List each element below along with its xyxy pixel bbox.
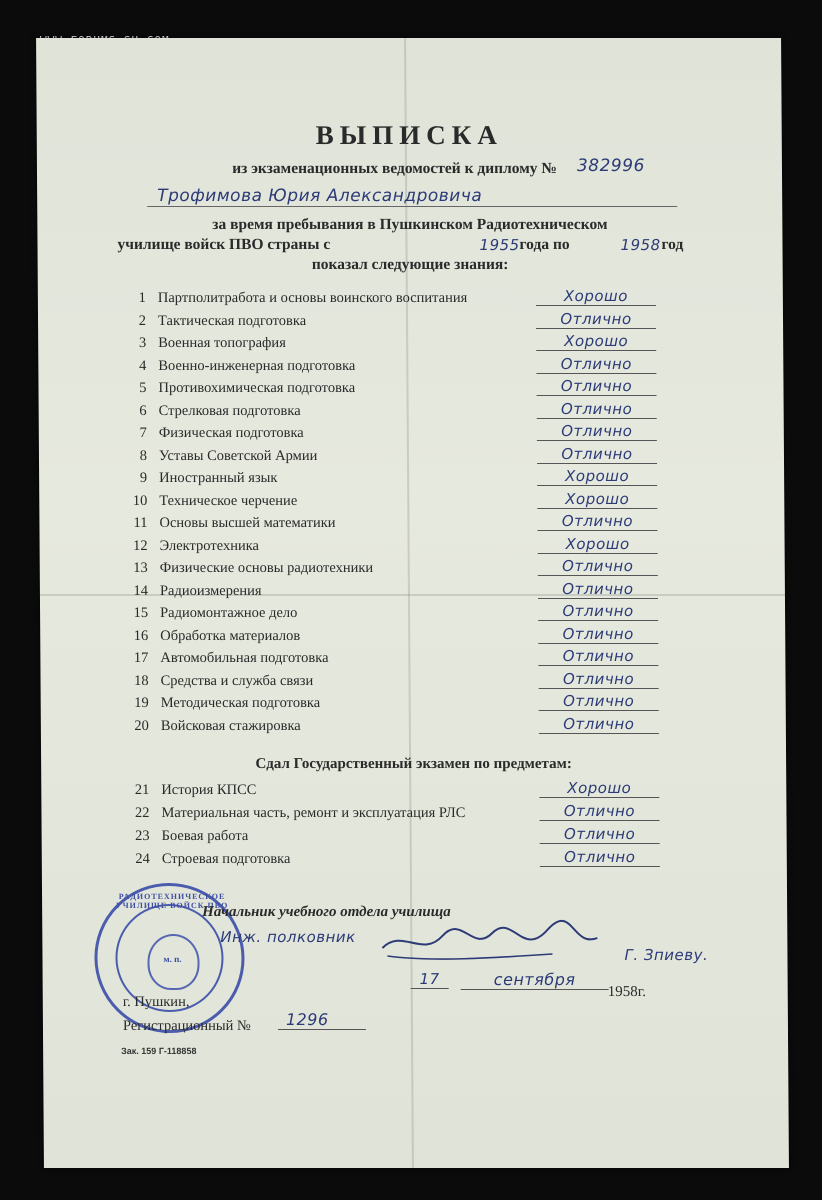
header-line-3b: года по [519, 236, 570, 253]
row-number: 24 [135, 851, 150, 867]
grade: Отлично [538, 602, 658, 621]
grade: Хорошо [537, 467, 657, 486]
signature-icon [372, 918, 602, 968]
grade: Хорошо [537, 490, 657, 509]
diploma-number: 382996 [576, 156, 645, 176]
grade: Отлично [539, 715, 659, 734]
row-number: 22 [134, 805, 150, 821]
row-number: 17 [133, 650, 149, 666]
subject-name: Радиомонтажное дело [160, 605, 298, 621]
grade: Отлично [536, 310, 656, 329]
row-number: 8 [139, 447, 148, 464]
subject-name: Военная топография [158, 335, 286, 351]
subject-name: Физическая подготовка [158, 425, 304, 441]
subject-name: Автомобильная подготовка [160, 650, 329, 666]
document-title: ВЫПИСКА [315, 120, 503, 150]
subject-name: История КПСС [161, 782, 257, 798]
document-sheet [36, 38, 789, 1168]
header-line-2: за время пребывания в Пушкинском Радиотехническом [212, 216, 608, 233]
row-number: 14 [133, 582, 148, 599]
grade: Отлично [538, 580, 658, 599]
subject-name: Радиоизмерения [159, 582, 262, 599]
registration-label: Регистрационный № [122, 1018, 251, 1034]
grade: Отлично [538, 557, 658, 576]
row-number: 3 [138, 335, 147, 351]
grade: Отлично [540, 825, 660, 844]
table-row [122, 848, 682, 873]
subject-name: Электротехника [159, 537, 259, 554]
grade: Хорошо [538, 535, 658, 554]
row-number: 16 [133, 627, 149, 644]
subject-name: Материальная часть, ремонт и эксплуатация РЛС [161, 805, 466, 821]
row-number: 1 [138, 290, 146, 306]
subject-name: Военно-инженерная подготовка [158, 357, 356, 374]
row-number: 21 [134, 782, 150, 798]
grade: Отлично [538, 670, 658, 689]
subject-name: Техническое черчение [159, 492, 298, 509]
city-label: г. Пушкин, [122, 994, 190, 1010]
stamp-ring-text: РАДИОТЕХНИЧЕСКОЕ УЧИЛИЩЕ ВОЙСК ПВО [115, 892, 229, 910]
grade: Отлично [540, 848, 660, 867]
header-line-3c: год [661, 236, 684, 253]
row-number: 19 [134, 695, 149, 711]
grade: Хорошо [536, 287, 656, 306]
row-number: 11 [133, 515, 148, 531]
grade: Отлично [538, 647, 658, 666]
chief-name: Г. Зпиеву. [624, 946, 709, 964]
subject-name: Стрелковая подготовка [158, 402, 301, 419]
subject-name: Методическая подготовка [160, 695, 321, 711]
student-name: Трофимова Юрия Александровича [147, 186, 677, 207]
subject-name: Боевая работа [161, 828, 249, 844]
year-to: 1958 [620, 236, 661, 254]
grade: Отлично [537, 512, 657, 531]
subtitle-prefix: из экзаменационных ведомостей к диплому № [232, 160, 558, 177]
table-row [122, 825, 682, 850]
header-line-3a: училище войск ПВО страны с [117, 236, 331, 253]
row-number: 18 [133, 672, 149, 689]
row-number: 15 [133, 605, 149, 621]
grade: Отлично [537, 422, 657, 441]
row-number: 23 [135, 828, 150, 844]
grade: Отлично [536, 377, 656, 396]
subject-name: Обработка материалов [160, 627, 301, 644]
subject-name: Иностранный язык [159, 470, 278, 486]
year-from: 1955 [479, 236, 520, 254]
chief-title: Начальник учебного отдела училища [202, 904, 451, 920]
state-exam-heading: Сдал Государственный экзамен по предметам: [255, 756, 572, 772]
print-order-code: Зак. 159 Г-118858 [121, 1046, 197, 1056]
grade: Отлично [537, 400, 657, 419]
row-number: 12 [133, 537, 148, 554]
row-number: 2 [138, 312, 147, 329]
grade: Отлично [539, 802, 659, 821]
row-number: 9 [139, 470, 148, 486]
subject-name: Основы высшей математики [159, 515, 336, 531]
row-number: 7 [139, 425, 147, 441]
row-number: 5 [139, 380, 147, 396]
subject-name: Тактическая подготовка [157, 312, 307, 329]
table-row [121, 714, 681, 740]
row-number: 6 [139, 402, 147, 419]
date-year: 1958г. [607, 984, 646, 1000]
registration-number: 1296 [278, 1010, 366, 1030]
table-row [121, 779, 681, 804]
chief-rank: Инж. полковник [220, 928, 356, 946]
subject-name: Средства и служба связи [160, 672, 314, 689]
row-number: 20 [134, 717, 149, 734]
date-month: сентября [461, 970, 609, 990]
grade: Отлично [539, 692, 659, 711]
grade: Хорошо [539, 779, 659, 798]
row-number: 4 [139, 357, 147, 374]
subject-name: Уставы Советской Армии [158, 447, 318, 464]
subject-name: Партполитработа и основы воинского воспитания [157, 290, 468, 306]
date-day: 17 [411, 970, 449, 989]
table-row [121, 802, 681, 827]
row-number: 13 [133, 560, 148, 576]
subject-name: Физические основы радиотехники [159, 560, 374, 576]
stamp-center-text: м. п. [163, 954, 182, 964]
grade: Отлично [538, 625, 658, 644]
header-line-4: показал следующие знания: [311, 256, 509, 273]
grade: Хорошо [536, 332, 656, 351]
subject-name: Противохимическая подготовка [158, 380, 356, 396]
grade: Отлично [537, 445, 657, 464]
grade: Отлично [536, 355, 656, 374]
row-number: 10 [132, 492, 148, 509]
subject-name: Строевая подготовка [161, 851, 291, 867]
subject-name: Войсковая стажировка [160, 717, 301, 734]
